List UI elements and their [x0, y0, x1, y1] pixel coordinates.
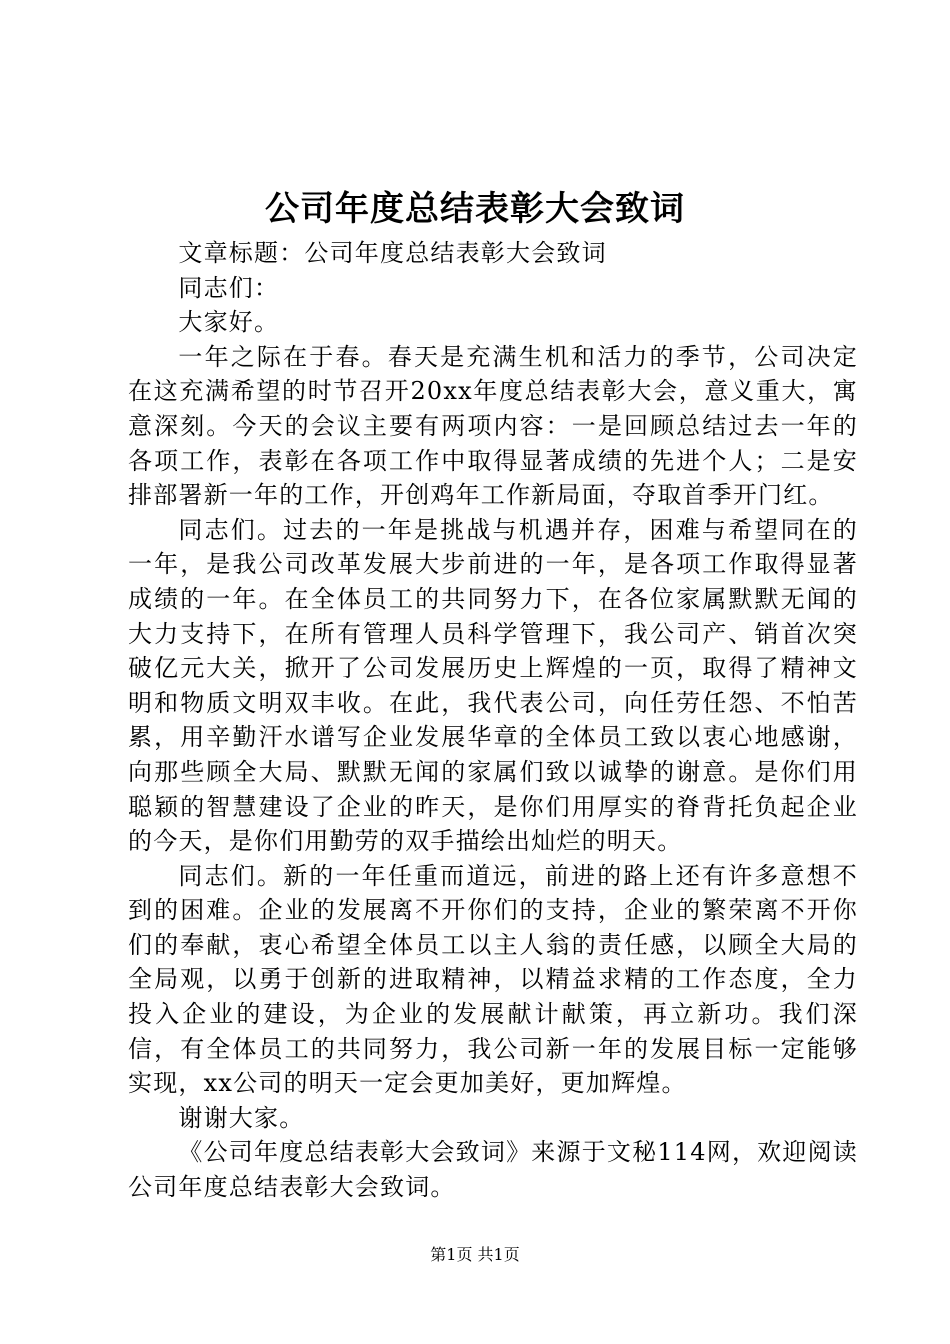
- page-footer: 第1页 共1页: [430, 1245, 520, 1264]
- paragraph-outlook: 同志们。新的一年任重而道远，前进的路上还有许多意想不到的困难。企业的发展离不开你们的支持，企业的繁荣离不开你们的奉献，衷心希望全体员工以主人翁的责任感，以顾全大局的全局观，以勇于创新的进取精神，以精益求精的工作态度，全力投入企业的建设，为企业的发展献计献策，再立新功。我们深信，有全体员工的共同努力，我公司新一年的发展目标一定能够实现，xx公司的明天一定会更加美好，更加辉煌。: [128, 861, 858, 1098]
- greeting: 大家好。: [178, 308, 280, 337]
- document-body: [128, 236, 858, 1205]
- document-title: 公司年度总结表彰大会致词: [265, 189, 685, 229]
- article-title-line: 文章标题：公司年度总结表彰大会致词: [178, 239, 607, 267]
- paragraph-intro: 一年之际在于春。春天是充满生机和活力的季节，公司决定在这充满希望的时节召开20xx年度总结表彰大会，意义重大，寓意深刻。今天的会议主要有两项内容：一是回顾总结过去一年的各项工作，表彰在各项工作中取得显著成绩的先进个人；二是安排部署新一年的工作，开创鸡年工作新局面，夺取首季开门红。: [128, 342, 858, 510]
- closing-thanks: 谢谢大家。: [178, 1103, 305, 1132]
- paragraph-review: 同志们。过去的一年是挑战与机遇并存，困难与希望同在的一年，是我公司改革发展大步前进的一年，是各项工作取得显著成绩的一年。在全体员工的共同努力下，在各位家属默默无闻的大力支持下，在所有管理人员科学管理下，我公司产、销首次突破亿元大关，掀开了公司发展历史上辉煌的一页，取得了精神文明和物质文明双丰收。在此，我代表公司，向任劳任怨、不怕苦累，用辛勤汗水谱写企业发展华章的全体员工致以衷心地感谢，向那些顾全大局、默默无闻的家属们致以诚挚的谢意。是你们用聪颖的智慧建设了企业的昨天，是你们用厚实的脊背托负起企业的今天，是你们用勤劳的双手描绘出灿烂的明天。: [128, 515, 858, 856]
- source-note: 《公司年度总结表彰大会致词》来源于文秘114网，欢迎阅读公司年度总结表彰大会致词。: [128, 1138, 858, 1202]
- salutation: 同志们：: [178, 273, 280, 302]
